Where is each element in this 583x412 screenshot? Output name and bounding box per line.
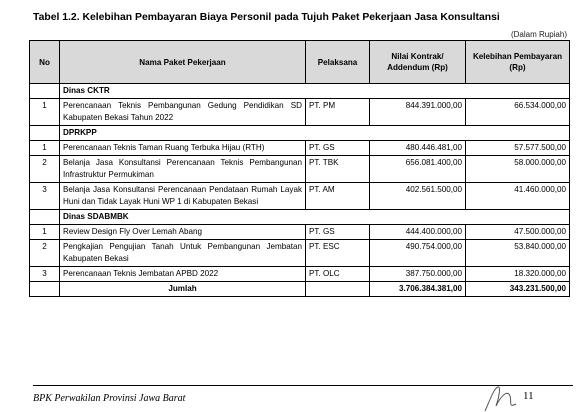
row-number: 3 bbox=[30, 183, 60, 210]
row-number: 1 bbox=[30, 225, 60, 240]
contract-value: 844.391.000,00 bbox=[370, 99, 466, 126]
overpayment-value: 41.460.000,00 bbox=[466, 183, 570, 210]
contract-value: 387.750.000,00 bbox=[370, 267, 466, 282]
package-name: Pengkajian Pengujian Tanah Untuk Pembangunan Jembatan Kabupaten Bekasi bbox=[60, 240, 306, 267]
package-name: Review Design Fly Over Lemah Abang bbox=[60, 225, 306, 240]
contractor: PT. TBK bbox=[306, 156, 370, 183]
empty-cell bbox=[30, 126, 60, 141]
row-number: 2 bbox=[30, 240, 60, 267]
column-header-package-name: Nama Paket Pekerjaan bbox=[60, 41, 306, 84]
table-header-row bbox=[30, 41, 570, 84]
group-row bbox=[30, 210, 570, 225]
contract-value: 490.754.000,00 bbox=[370, 240, 466, 267]
column-header-overpayment: Kelebihan Pembayaran (Rp) bbox=[466, 41, 570, 84]
total-label: Jumlah bbox=[60, 282, 306, 297]
total-row bbox=[30, 282, 570, 297]
signature-initial bbox=[482, 384, 522, 412]
table-row bbox=[30, 99, 570, 126]
previous-text-fragment bbox=[0, 0, 583, 6]
group-name: Dinas SDABMBK bbox=[60, 210, 570, 225]
empty-cell bbox=[30, 210, 60, 225]
contractor: PT. AM bbox=[306, 183, 370, 210]
contractor: PT. PM bbox=[306, 99, 370, 126]
column-header-contractor: Pelaksana bbox=[306, 41, 370, 84]
row-number: 1 bbox=[30, 99, 60, 126]
table-row bbox=[30, 156, 570, 183]
row-number: 2 bbox=[30, 156, 60, 183]
unit-note: (Dalam Rupiah) bbox=[510, 30, 567, 39]
row-number: 1 bbox=[30, 141, 60, 156]
overpayment-value: 53.840.000,00 bbox=[466, 240, 570, 267]
package-name: Perencanaan Teknis Taman Ruang Terbuka Hijau (RTH) bbox=[60, 141, 306, 156]
group-name: Dinas CKTR bbox=[60, 84, 570, 99]
overpayment-value: 57.577.500,00 bbox=[466, 141, 570, 156]
overpayment-value: 18.320.000,00 bbox=[466, 267, 570, 282]
footer-text: BPK Perwakilan Provinsi Jawa Barat bbox=[33, 393, 186, 404]
contractor: PT. GS bbox=[306, 141, 370, 156]
package-name: Perencanaan Teknis Pembangunan Gedung Pendidikan SD Kabupaten Bekasi Tahun 2022 bbox=[60, 99, 306, 126]
contract-value: 444.400.000,00 bbox=[370, 225, 466, 240]
contractor: PT. GS bbox=[306, 225, 370, 240]
table-row bbox=[30, 183, 570, 210]
contractor: PT. ESC bbox=[306, 240, 370, 267]
empty-cell bbox=[30, 84, 60, 99]
column-header-contract-value: Nilai Kontrak/ Addendum (Rp) bbox=[370, 41, 466, 84]
column-header-no: No bbox=[30, 41, 60, 84]
package-name: Perencanaan Teknis Jembatan APBD 2022 bbox=[60, 267, 306, 282]
row-number: 3 bbox=[30, 267, 60, 282]
group-row bbox=[30, 126, 570, 141]
total-contract-value: 3.706.384.381,00 bbox=[370, 282, 466, 297]
contract-value: 402.561.500,00 bbox=[370, 183, 466, 210]
package-name: Belanja Jasa Konsultansi Perencanaan Teknis Pembangunan Infrastruktur Permukiman bbox=[60, 156, 306, 183]
contract-value: 656.081.400,00 bbox=[370, 156, 466, 183]
table-title: Tabel 1.2. Kelebihan Pembayaran Biaya Personil pada Tujuh Paket Pekerjaan Jasa Konsultansi bbox=[33, 12, 500, 23]
package-name: Belanja Jasa Konsultansi Perencanaan Pendataan Rumah Layak Huni dan Tidak Layak Huni WP 1 di Kabupaten Bekasi bbox=[60, 183, 306, 210]
table-row bbox=[30, 225, 570, 240]
contractor: PT. OLC bbox=[306, 267, 370, 282]
overpayment-value: 58.000.000,00 bbox=[466, 156, 570, 183]
page-number: 11 bbox=[523, 390, 534, 402]
overpayment-table bbox=[29, 40, 570, 297]
total-overpayment: 343.231.500,00 bbox=[466, 282, 570, 297]
table-row bbox=[30, 267, 570, 282]
overpayment-value: 47.500.000,00 bbox=[466, 225, 570, 240]
table-row bbox=[30, 141, 570, 156]
table-row bbox=[30, 240, 570, 267]
contract-value: 480.446.481,00 bbox=[370, 141, 466, 156]
table-body bbox=[30, 84, 570, 297]
empty-cell bbox=[306, 282, 370, 297]
empty-cell bbox=[30, 282, 60, 297]
overpayment-value: 66.534.000,00 bbox=[466, 99, 570, 126]
group-row bbox=[30, 84, 570, 99]
group-name: DPRKPP bbox=[60, 126, 570, 141]
